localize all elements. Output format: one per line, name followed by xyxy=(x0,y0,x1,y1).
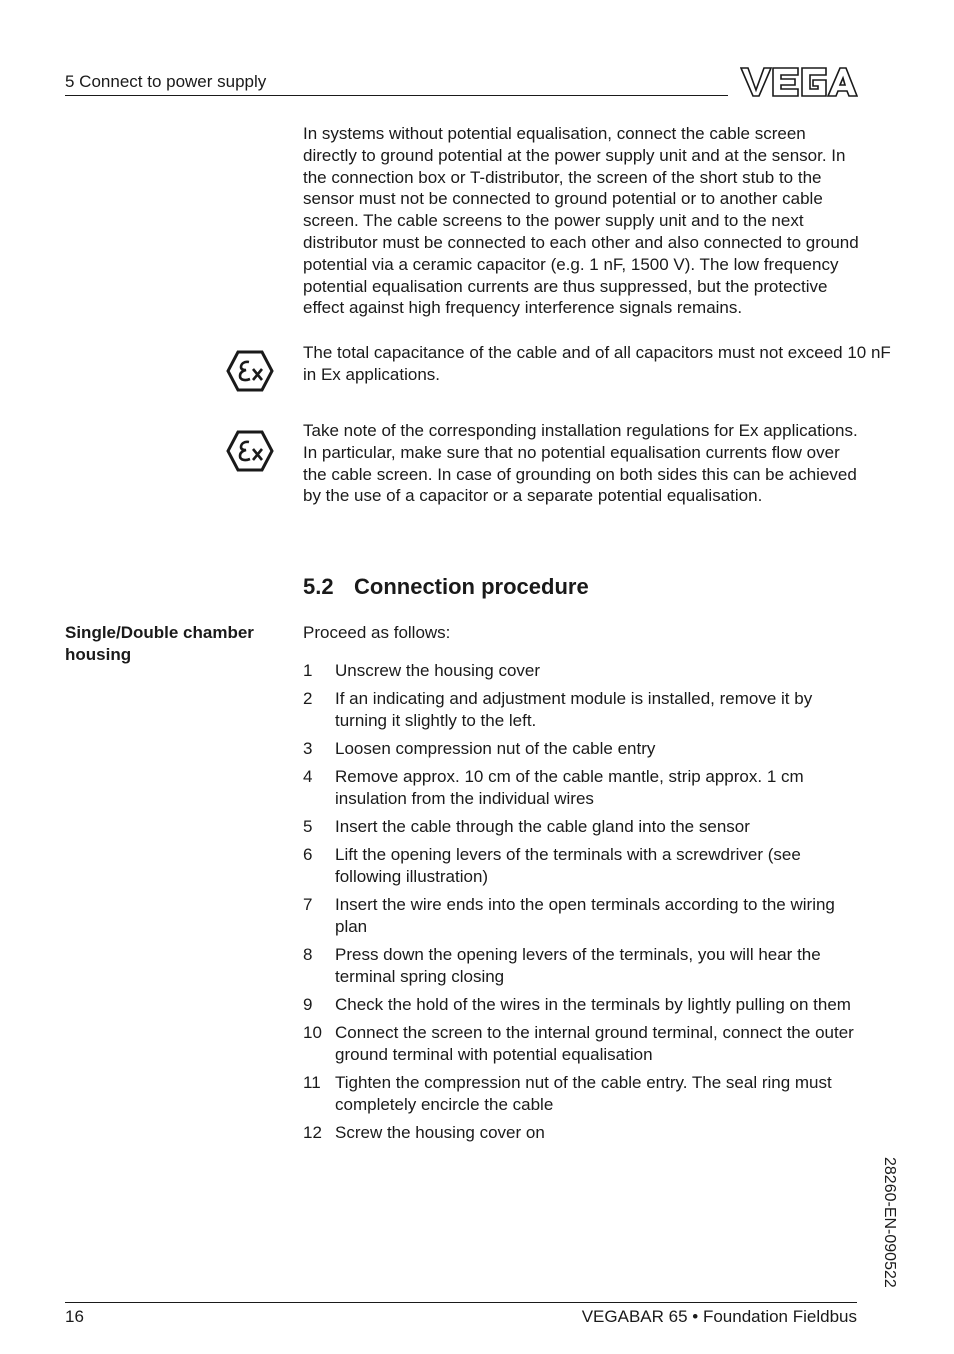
procedure-steps xyxy=(303,660,863,1150)
step-item: 12 Screw the housing cover on xyxy=(303,1123,545,1142)
paragraph-ex-regulations: Take note of the corresponding installation regulations for Ex applications. In particular, make sure that no potential equalisation currents flow over the cable screen. In case of grounding on both sides this can be achieved by the use of a capacitor or a separate potential equalisation. xyxy=(303,421,858,506)
header-divider xyxy=(65,95,728,96)
step-item: 4 Remove approx. 10 cm of the cable mantle, strip approx. 1 cm insulation from the individual wires xyxy=(303,767,804,808)
step-item: 3 Loosen compression nut of the cable entry xyxy=(303,739,656,758)
procedure-intro: Proceed as follows: xyxy=(303,623,451,642)
step-item: 1 Unscrew the housing cover xyxy=(303,661,541,680)
footer-divider xyxy=(65,1302,857,1303)
step-item: 2 If an indicating and adjustment module is installed, remove it by turning it slightly to the left. xyxy=(303,689,813,730)
step-item: 8 Press down the opening levers of the terminals, you will hear the terminal spring closing xyxy=(303,945,821,986)
paragraph-ex-capacitance: The total capacitance of the cable and of all capacitors must not exceed 10 nF in Ex applications. xyxy=(303,343,891,384)
step-item: 11 Tighten the compression nut of the cable entry. The seal ring must completely encircle the cable xyxy=(303,1073,832,1114)
step-item: 9 Check the hold of the wires in the terminals by lightly pulling on them xyxy=(303,995,851,1014)
section-number: 5.2 xyxy=(303,574,334,599)
page-number: 16 xyxy=(65,1307,84,1326)
paragraph-no-equalisation: In systems without potential equalisation, connect the cable screen directly to ground potential at the power supply unit and at the sensor. In the connection box or T-distributor, the screen of the short stub to the sensor must not be connected to ground potential or to another cable screen. The cable screens to the power supply unit and to the next distributor must be connected to each other and also connected to ground potential via a ceramic capacitor (e.g. 1 nF, 1500 V). The low frequency potential equalisation currents are thus suppressed, but the protective effect against high frequency interference signals remains. xyxy=(303,124,859,318)
step-item: 7 Insert the wire ends into the open terminals according to the wiring plan xyxy=(303,895,835,936)
document-code: 28260-EN-090522 xyxy=(881,1157,898,1288)
step-item: 10 Connect the screen to the internal ground terminal, connect the outer ground terminal with potential equalisation xyxy=(303,1023,854,1064)
header-section-title: 5 Connect to power supply xyxy=(65,72,267,91)
vega-logo xyxy=(740,66,858,98)
side-label-housing: Single/Double chamber housing xyxy=(65,623,254,664)
ex-icon xyxy=(226,430,274,472)
section-heading xyxy=(303,572,589,602)
footer-title: VEGABAR 65 • Foundation Fieldbus xyxy=(581,1307,857,1326)
ex-icon xyxy=(226,350,274,392)
step-item: 5 Insert the cable through the cable gland into the sensor xyxy=(303,817,750,836)
section-title-text: Connection procedure xyxy=(354,574,589,599)
step-item: 6 Lift the opening levers of the terminals with a screwdriver (see following illustration) xyxy=(303,845,801,886)
